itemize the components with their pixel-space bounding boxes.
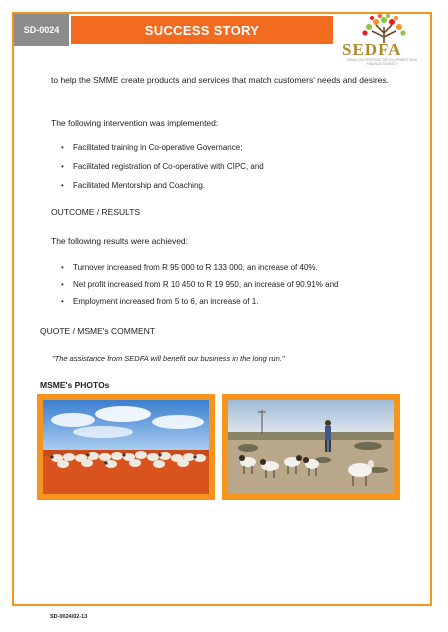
goats-field-photo bbox=[228, 400, 394, 494]
list-item: • Facilitated training in Co-operative Governance; bbox=[73, 143, 417, 162]
results-lead: The following results were achieved: bbox=[51, 236, 189, 246]
intervention-lead: The following intervention was implemented: bbox=[51, 118, 219, 128]
sheep-herd-photo bbox=[43, 400, 209, 494]
results-lead-wrap bbox=[51, 236, 417, 247]
outcome-section bbox=[51, 207, 417, 218]
document-code-badge: SD-0024 bbox=[14, 14, 69, 46]
intro-paragraph: to help the SMME create products and services that match customers' needs and desires. bbox=[51, 75, 390, 85]
results-list-wrap bbox=[51, 263, 417, 314]
quote-heading: QUOTE / MSME's COMMENT bbox=[40, 326, 155, 336]
photos-section bbox=[40, 380, 406, 391]
list-item: • Net profit increased from R 10 450 to R 19 950, an increase of 90.91% and bbox=[73, 280, 417, 297]
msme-quote: "The assistance from SEDFA will benefit our business in the long run." bbox=[52, 354, 285, 363]
page-title: SUCCESS STORY bbox=[71, 16, 333, 44]
list-item: • Turnover increased from R 95 000 to R 133 000, an increase of 40%. bbox=[73, 263, 417, 280]
logo-tagline: SMALL ENTERPRISE DEVELOPMENT AND FINANCE AGENCY bbox=[346, 58, 418, 66]
intervention-section bbox=[51, 118, 417, 129]
outcome-heading: OUTCOME / RESULTS bbox=[51, 207, 141, 217]
quote-section bbox=[40, 326, 406, 337]
quote-wrap bbox=[52, 354, 418, 364]
list-item: • Facilitated Mentorship and Coaching. bbox=[73, 181, 417, 200]
intervention-list-wrap bbox=[51, 143, 417, 200]
footer-document-code: SD-0024/02-13 bbox=[50, 614, 88, 620]
logo-wordmark: SEDFA bbox=[342, 40, 402, 59]
intervention-list bbox=[51, 143, 417, 200]
list-item: • Employment increased from 5 to 6, an increase of 1. bbox=[73, 297, 417, 314]
body-content bbox=[51, 72, 417, 90]
photo-frame-2 bbox=[222, 394, 400, 500]
photos-heading: MSME's PHOTOs bbox=[40, 380, 110, 390]
results-list bbox=[51, 263, 417, 314]
photo-frame-1 bbox=[37, 394, 215, 500]
list-item: • Facilitated registration of Co-operative with CIPC, and bbox=[73, 162, 417, 181]
